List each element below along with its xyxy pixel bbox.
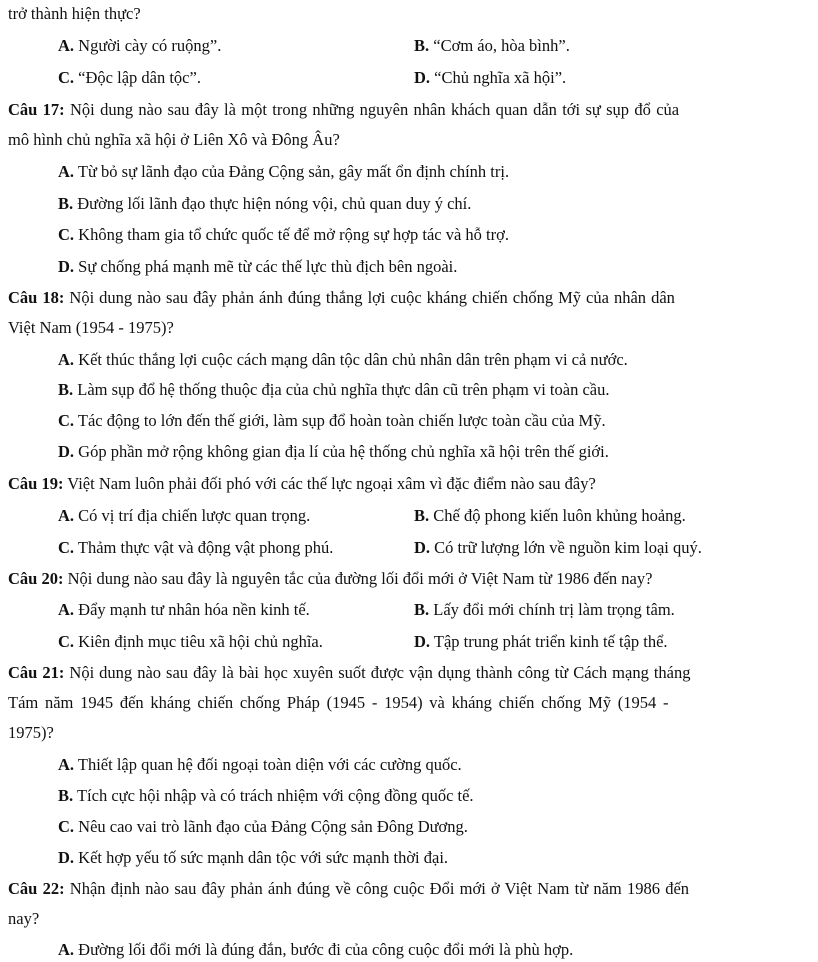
option-letter: A. <box>58 162 75 181</box>
option-text: Lấy đổi mới chính trị làm trọng tâm. <box>433 600 675 619</box>
option-text: “Cơm áo, hòa bình”. <box>433 36 570 55</box>
option-letter: D. <box>414 68 431 87</box>
stem-text: Nội dung nào sau đây là nguyên tắc của đường lối đổi mới ở Việt Nam từ 1986 đến nay? <box>63 569 653 588</box>
option-letter: D. <box>414 538 431 557</box>
option-letter: A. <box>58 600 75 619</box>
question-19-stem-line-1 <box>8 474 596 494</box>
option-letter: B. <box>414 506 430 525</box>
question-21-stem-line-3: 1975)? <box>8 723 54 742</box>
q22-option-a <box>58 940 573 960</box>
stem-text: Nội dung nào sau đây phản ánh đúng thắng lợi cuộc kháng chiến chống Mỹ của nhân dân <box>64 288 675 307</box>
q16-option-c <box>58 68 201 88</box>
question-21-stem-line-2: Tám năm 1945 đến kháng chiến chống Pháp (1945 - 1954) và kháng chiến chống Mỹ (1954 - <box>8 693 669 712</box>
question-18-stem-line-1 <box>8 288 675 308</box>
option-letter: B. <box>414 36 430 55</box>
question-label: Câu 22: <box>8 879 65 898</box>
option-letter: B. <box>58 194 74 213</box>
option-letter: C. <box>58 68 75 87</box>
question-22-stem-line-2: nay? <box>8 909 40 928</box>
option-letter: C. <box>58 817 75 836</box>
option-letter: A. <box>58 36 75 55</box>
q18-option-c <box>58 411 606 431</box>
option-letter: C. <box>58 411 75 430</box>
question-label: Câu 19: <box>8 474 64 493</box>
question-17-stem-line-1 <box>8 100 679 120</box>
option-letter: C. <box>58 632 75 651</box>
option-text: Thảm thực vật và động vật phong phú. <box>77 538 334 557</box>
option-text: Đường lối lãnh đạo thực hiện nóng vội, chủ quan duy ý chí. <box>77 194 472 213</box>
option-text: Đẩy mạnh tư nhân hóa nền kinh tế. <box>78 600 310 619</box>
question-label: Câu 20: <box>8 569 64 588</box>
question-17-stem-line-2: mô hình chủ nghĩa xã hội ở Liên Xô và Đông Âu? <box>8 130 340 149</box>
option-text: Từ bỏ sự lãnh đạo của Đảng Cộng sản, gây mất ổn định chính trị. <box>77 162 510 181</box>
option-text: Tác động to lớn đến thế giới, làm sụp đổ hoàn toàn chiến lược toàn cầu của Mỹ. <box>77 411 606 430</box>
question-16-stem-tail: trở thành hiện thực? <box>8 4 141 23</box>
option-letter: D. <box>58 848 75 867</box>
q17-option-b <box>58 194 471 214</box>
option-letter: A. <box>58 350 75 369</box>
question-label: Câu 17: <box>8 100 65 119</box>
q18-option-d <box>58 442 609 462</box>
option-text: Không tham gia tổ chức quốc tế để mở rộng sự hợp tác và hỗ trợ. <box>78 225 509 244</box>
q17-option-d <box>58 257 457 277</box>
option-text: Có vị trí địa chiến lược quan trọng. <box>78 506 311 525</box>
option-letter: D. <box>58 257 75 276</box>
q20-option-a <box>58 600 310 620</box>
question-22-stem-line-1 <box>8 879 689 899</box>
option-text: Kiên định mục tiêu xã hội chủ nghĩa. <box>78 632 323 651</box>
option-letter: B. <box>414 600 430 619</box>
question-label: Câu 18: <box>8 288 65 307</box>
stem-text: Nhận định nào sau đây phản ánh đúng về công cuộc Đổi mới ở Việt Nam từ năm 1986 đến <box>64 879 690 898</box>
option-text: Sự chống phá mạnh mẽ từ các thế lực thù địch bên ngoài. <box>78 257 458 276</box>
option-letter: A. <box>58 940 75 959</box>
option-letter: A. <box>58 506 75 525</box>
question-20-stem-line-1 <box>8 569 652 589</box>
option-letter: B. <box>58 380 74 399</box>
q21-option-c <box>58 817 468 837</box>
question-label: Câu 21: <box>8 663 65 682</box>
option-letter: C. <box>58 225 75 244</box>
question-18-stem-line-2: Việt Nam (1954 - 1975)? <box>8 318 174 337</box>
q20-option-d <box>414 632 668 652</box>
option-text: Tích cực hội nhập và có trách nhiệm với cộng đồng quốc tế. <box>76 786 474 805</box>
q16-option-b <box>414 36 570 56</box>
option-text: Góp phần mở rộng không gian địa lí của hệ thống chủ nghĩa xã hội trên thế giới. <box>78 442 609 461</box>
option-letter: A. <box>58 755 75 774</box>
option-text: Thiết lập quan hệ đối ngoại toàn diện với các cường quốc. <box>77 755 462 774</box>
option-text: Tập trung phát triển kinh tế tập thể. <box>433 632 668 651</box>
q18-option-b <box>58 380 609 400</box>
option-letter: C. <box>58 538 75 557</box>
stem-text: Nội dung nào sau đây là bài học xuyên suốt được vận dụng thành công từ Cách mạng tháng <box>64 663 691 682</box>
q17-option-a <box>58 162 509 182</box>
q21-option-d <box>58 848 448 868</box>
q20-option-b <box>414 600 675 620</box>
q19-option-c <box>58 538 333 558</box>
q19-option-a <box>58 506 310 526</box>
option-text: Đường lối đổi mới là đúng đắn, bước đi của công cuộc đổi mới là phù hợp. <box>78 940 574 959</box>
q21-option-a <box>58 755 462 775</box>
q19-option-b <box>414 506 686 526</box>
q20-option-c <box>58 632 323 652</box>
q18-option-a <box>58 350 628 370</box>
option-text: Kết hợp yếu tố sức mạnh dân tộc với sức mạnh thời đại. <box>78 848 449 867</box>
q16-option-a <box>58 36 221 56</box>
option-letter: B. <box>58 786 74 805</box>
option-text: Chế độ phong kiến luôn khủng hoảng. <box>433 506 686 525</box>
question-21-stem-line-1 <box>8 663 691 683</box>
option-text: Kết thúc thắng lợi cuộc cách mạng dân tộc dân chủ nhân dân trên phạm vi cả nước. <box>78 350 628 369</box>
option-text: Nêu cao vai trò lãnh đạo của Đảng Cộng sản Đông Dương. <box>78 817 468 836</box>
q16-option-d <box>414 68 566 88</box>
option-text: “Chủ nghĩa xã hội”. <box>434 68 567 87</box>
option-text: Có trữ lượng lớn về nguồn kim loại quý. <box>434 538 702 557</box>
option-letter: D. <box>58 442 75 461</box>
q21-option-b <box>58 786 474 806</box>
option-text: “Độc lập dân tộc”. <box>78 68 201 87</box>
option-text: Người cày có ruộng”. <box>78 36 222 55</box>
q17-option-c <box>58 225 509 245</box>
stem-text: Việt Nam luôn phải đối phó với các thế lực ngoại xâm vì đặc điểm nào sau đây? <box>63 474 596 493</box>
option-letter: D. <box>414 632 431 651</box>
q19-option-d <box>414 538 702 558</box>
stem-text: Nội dung nào sau đây là một trong những nguyên nhân khách quan dẫn tới sự sụp đổ của <box>64 100 680 119</box>
option-text: Làm sụp đổ hệ thống thuộc địa của chủ nghĩa thực dân cũ trên phạm vi toàn cầu. <box>77 380 610 399</box>
